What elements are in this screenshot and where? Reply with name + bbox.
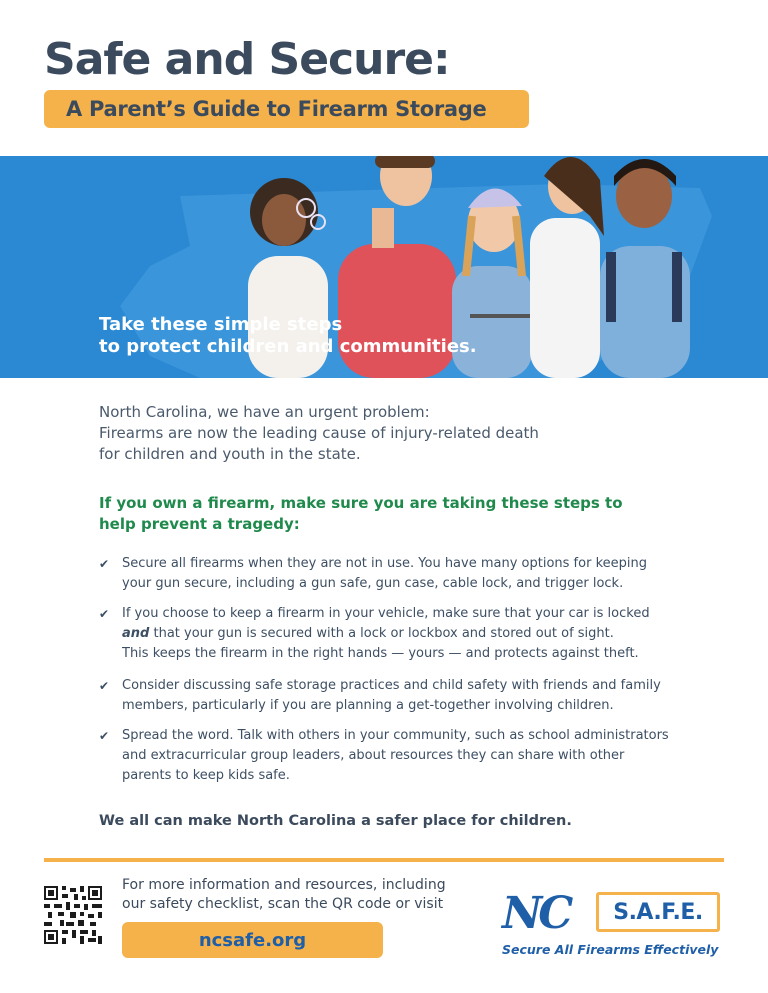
subtitle-banner (44, 90, 529, 128)
logo-nc-text: NC (502, 888, 570, 939)
list-item-text: This keeps the firearm in the right hands — yours — and protects against theft. (122, 646, 639, 661)
footer-info-line: our safety checklist, scan the QR code or visit (122, 896, 444, 912)
qr-code-icon[interactable] (44, 886, 102, 944)
check-icon: ✔ (99, 679, 110, 693)
hero-tagline-line: to protect children and communities. (99, 336, 477, 357)
list-item (99, 676, 661, 716)
page-title: Safe and Secure: (44, 34, 450, 85)
callout-heading (99, 493, 659, 535)
intro-paragraph (99, 402, 659, 465)
intro-line: for children and youth in the state. (99, 445, 361, 463)
callout-line: If you own a firearm, make sure you are taking these steps to (99, 494, 623, 512)
footer-info (122, 876, 446, 914)
page-subtitle: A Parent’s Guide to Firearm Storage (66, 97, 487, 121)
list-item-text: parents to keep kids safe. (122, 768, 290, 783)
check-icon: ✔ (99, 557, 110, 571)
website-link-button[interactable]: ncsafe.org (122, 922, 383, 958)
list-item-text: If you choose to keep a firearm in your vehicle, make sure that your car is locked (122, 606, 650, 621)
list-item-text (122, 624, 650, 644)
list-item-text: members, particularly if you are planning a get-together involving children. (122, 698, 614, 713)
hero-banner (0, 156, 768, 378)
list-item-text: and extracurricular group leaders, about resources they can share with other (122, 748, 625, 763)
intro-line: Firearms are now the leading cause of injury-related death (99, 424, 539, 442)
emphasis-text: and (122, 626, 150, 641)
list-item-text: that your gun is secured with a lock or lockbox and stored out of sight. (149, 626, 614, 641)
list-item (99, 726, 669, 786)
list-item-text: Consider discussing safe storage practices and child safety with friends and family (122, 678, 661, 693)
callout-line: help prevent a tragedy: (99, 515, 300, 533)
check-icon: ✔ (99, 729, 110, 743)
list-item-text: Secure all firearms when they are not in use. You have many options for keeping (122, 556, 647, 571)
logo-safe-text: S.A.F.E. (613, 899, 703, 925)
logo-safe-box (596, 892, 720, 932)
logo-tagline: Secure All Firearms Effectively (502, 942, 719, 957)
closing-statement: We all can make North Carolina a safer place for children. (99, 813, 572, 829)
nc-safe-logo (500, 890, 725, 962)
list-item (99, 604, 650, 664)
hero-tagline-line: Take these simple steps (99, 314, 343, 335)
list-item-text: Spread the word. Talk with others in your community, such as school administrators (122, 728, 669, 743)
footer-info-line: For more information and resources, including (122, 877, 446, 893)
intro-line: North Carolina, we have an urgent problem: (99, 403, 430, 421)
divider (44, 858, 724, 862)
list-item-text: your gun secure, including a gun safe, gun case, cable lock, and trigger lock. (122, 576, 624, 591)
hero-tagline (99, 314, 477, 358)
check-icon: ✔ (99, 607, 110, 621)
list-item (99, 554, 647, 594)
